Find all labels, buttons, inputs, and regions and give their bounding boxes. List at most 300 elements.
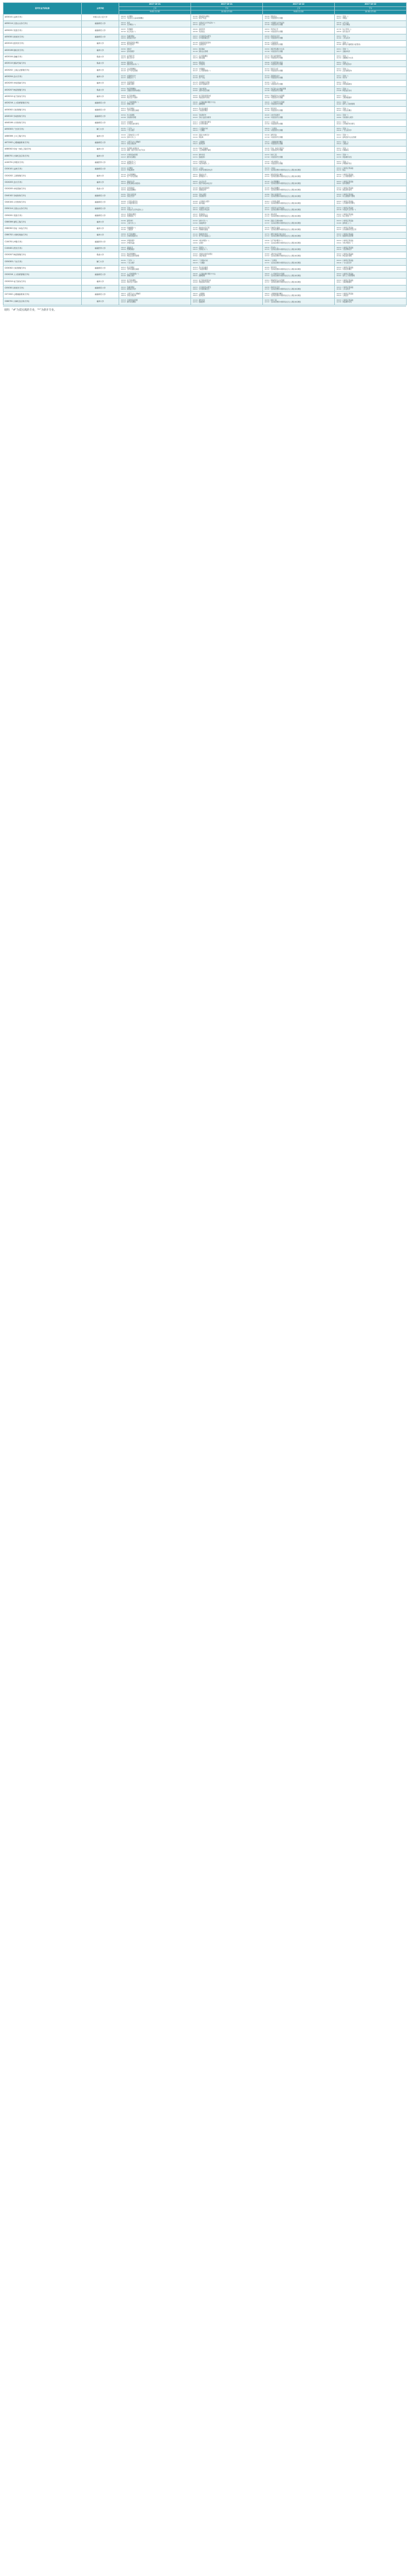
- exam-slot-cell: [263, 159, 335, 166]
- course-code: 03708: [265, 142, 270, 145]
- exam-slot-cell: [191, 100, 263, 106]
- course-code: 03708: [265, 50, 270, 53]
- school-cell: 福建师范大学: [82, 291, 119, 298]
- course-code: 00640: [337, 130, 342, 132]
- exam-slot-cell: [191, 87, 263, 93]
- course-code: 02326: [193, 154, 198, 156]
- exam-slot-cell: [263, 285, 335, 291]
- course-name: 互联网数据库: [342, 281, 352, 284]
- course-code: 00012: [337, 88, 342, 90]
- course-entry: [265, 77, 332, 79]
- course-code: 05361: [121, 88, 126, 90]
- course-code: 03708: [265, 103, 270, 105]
- course-entry: [265, 209, 332, 211]
- course-code: 00145: [121, 176, 126, 178]
- course-entry: [121, 209, 189, 211]
- course-name: 英语(一): [342, 68, 349, 71]
- major-cell: C050201 英语(专科): [4, 213, 82, 219]
- course-name: 操作系统概论: [127, 156, 136, 158]
- course-entry: [337, 229, 404, 231]
- exam-slot-cell: [191, 265, 263, 271]
- course-name: 财务管理学: [342, 182, 351, 185]
- course-name: 知识产权法: [199, 17, 207, 19]
- exam-slot-cell: [335, 120, 407, 126]
- exam-schedule-table: [3, 2, 407, 305]
- course-code: 05620: [193, 141, 198, 143]
- course-entry: [265, 24, 332, 26]
- school-cell: 福州大学: [82, 133, 119, 140]
- course-code: 00321: [337, 268, 342, 270]
- exam-slot-cell: [335, 41, 407, 47]
- major-cell: C080302 机电一体化(专科): [4, 225, 82, 232]
- course-name: 心理健康教育概论: [271, 293, 283, 295]
- course-name: 中国现代文学史: [199, 207, 210, 209]
- table-row: [4, 87, 407, 93]
- course-name: 概率论与数理统计(经管类): [342, 44, 361, 46]
- exam-slot-cell: [191, 166, 263, 172]
- course-name: 中国现代文学作品选: [271, 22, 285, 25]
- school-cell: 福建师范大学: [82, 193, 119, 199]
- course-code: 00600: [193, 29, 198, 31]
- course-entry: [337, 196, 404, 197]
- course-entry: [337, 149, 404, 151]
- course-name: 基础会计学: [127, 180, 135, 183]
- course-name: 软件工程: [271, 154, 277, 156]
- course-code: 02183: [121, 227, 126, 229]
- course-entry: [193, 61, 261, 66]
- course-code: 00142: [265, 42, 270, 44]
- table-row: [4, 225, 407, 232]
- exam-slot-cell: [263, 245, 335, 252]
- school-cell: 福州大学: [82, 74, 119, 80]
- course-entry: [265, 57, 332, 59]
- course-name: 语言学概论: [342, 24, 351, 26]
- course-code: 00150: [337, 57, 342, 59]
- course-name: 薪酬管理: [199, 103, 205, 105]
- course-code: 00058: [121, 187, 126, 189]
- course-name: 中国近现代史纲要: [271, 90, 283, 92]
- course-name: 传播学概论: [127, 35, 135, 37]
- exam-slot-cell: [335, 34, 407, 40]
- course-name: 毛泽东思想和中国特色社会主义理论体系概论: [271, 196, 301, 198]
- course-name: 毛泽东思想和中国特色社会主义理论体系概论: [271, 268, 301, 270]
- course-code: 00640: [337, 262, 342, 264]
- course-code: 02318: [121, 300, 126, 302]
- course-name: 物流信息管理: [342, 255, 352, 257]
- table-row: [4, 298, 407, 305]
- course-code: 05362: [121, 255, 126, 257]
- exam-slot-cell: [191, 80, 263, 86]
- course-code: 00040: [121, 15, 126, 18]
- course-code: 02333: [265, 154, 270, 156]
- course-entry: [121, 255, 189, 257]
- exam-slot-cell: [335, 285, 407, 291]
- course-name: 毛泽东思想和中国特色社会主义理论体系概论: [271, 176, 301, 178]
- course-name: 现代语言学: [342, 30, 351, 33]
- course-name: 电子商务概论: [127, 280, 136, 282]
- course-entry: [265, 262, 332, 264]
- course-name: 政府与事业单位会计: [199, 182, 213, 185]
- course-name: 护理教育导论: [342, 162, 352, 165]
- exam-slot-cell: [191, 54, 263, 60]
- course-code: 00900: [121, 281, 126, 284]
- course-entry: [265, 156, 332, 158]
- course-name: 高级财务会计: [271, 75, 280, 77]
- major-cell: A050201 英语(专科): [4, 27, 82, 34]
- course-name: 商品流通概论: [271, 187, 280, 189]
- exam-slot-cell: [191, 213, 263, 219]
- course-name: 小学科学教育: [199, 123, 208, 125]
- course-code: 02230: [193, 228, 198, 231]
- course-code: 00407: [121, 202, 126, 204]
- exam-slot-cell: [119, 133, 191, 140]
- course-name: 国际经济法概论: [199, 15, 210, 18]
- exam-slot-cell: [119, 239, 191, 245]
- course-code: 03179: [121, 161, 126, 163]
- course-name: 英语(一): [342, 75, 349, 77]
- course-code: 00076: [193, 57, 198, 59]
- exam-slot-cell: [263, 34, 335, 40]
- course-entry: [265, 301, 332, 303]
- course-name: 毛泽东思想和中国特色社会主义理论体系概论: [271, 248, 301, 250]
- course-name: 广告心理学: [127, 130, 135, 132]
- course-code: 00089: [121, 61, 126, 64]
- exam-slot-cell: [119, 193, 191, 199]
- course-entry: [265, 149, 332, 151]
- table-row: [4, 279, 407, 285]
- course-code: 00012: [337, 148, 342, 150]
- exam-slot-cell: [263, 186, 335, 192]
- course-name: 银行会计学: [127, 57, 135, 59]
- exam-slot-cell: [119, 14, 191, 20]
- exam-slot-cell: [191, 133, 263, 140]
- course-entry: [337, 163, 404, 165]
- course-code: 02446: [265, 134, 270, 137]
- course-entry: [265, 255, 332, 257]
- course-code: 00157: [121, 76, 126, 79]
- course-code: 00257: [337, 17, 342, 19]
- course-name: 药物化学(一): [199, 248, 208, 250]
- course-code: 00406: [121, 200, 126, 203]
- course-code: 02393: [193, 220, 198, 222]
- major-cell: A020204 会计(专科): [4, 74, 82, 80]
- course-name: 中国法制史: [127, 169, 135, 172]
- course-code: 00141: [193, 44, 198, 46]
- course-entry: [265, 246, 332, 250]
- course-code: 00900: [121, 96, 126, 99]
- course-code: 00908: [193, 96, 198, 99]
- course-name: 网络营销与策划: [199, 96, 210, 99]
- course-code: 00139: [121, 44, 126, 46]
- course-name: 新闻采访写作: [127, 37, 136, 39]
- table-row: [4, 193, 407, 199]
- course-name: 结构力学(二): [127, 136, 136, 138]
- course-name: 中国近现代史纲要: [271, 149, 283, 152]
- course-code: 00145: [121, 70, 126, 72]
- major-cell: C020203 会计(专科): [4, 179, 82, 186]
- course-entry: [265, 235, 332, 237]
- course-code: 00796: [265, 214, 270, 216]
- course-code: 03707: [265, 222, 270, 224]
- exam-slot-cell: [263, 133, 335, 140]
- course-code: 00096: [265, 61, 270, 64]
- course-entry: [121, 77, 189, 79]
- header-day-2-date: 2017-10-21: [191, 3, 263, 7]
- course-entry: [337, 90, 404, 92]
- course-code: 00658: [265, 35, 270, 37]
- course-code: 03708: [265, 76, 270, 79]
- course-code: 03708: [265, 30, 270, 33]
- course-entry: [337, 156, 404, 158]
- course-code: 00144: [121, 68, 126, 71]
- course-code: 00654: [121, 288, 126, 290]
- course-entry: [121, 70, 189, 72]
- course-entry: [265, 242, 332, 244]
- course-code: 00319: [193, 268, 198, 270]
- course-entry: [265, 123, 332, 125]
- course-name: 学前教育史: [199, 114, 207, 117]
- exam-slot-cell: [191, 120, 263, 126]
- course-entry: [121, 149, 189, 151]
- major-cell: A050301 新闻学(专科): [4, 34, 82, 40]
- course-name: 计算机组成原理: [127, 300, 138, 302]
- school-cell: 福州大学: [82, 67, 119, 74]
- course-code: 03707: [265, 301, 270, 304]
- course-name: 国际贸易: [127, 61, 133, 64]
- course-entry: [121, 156, 189, 158]
- exam-slot-cell: [263, 93, 335, 100]
- course-name: 比较教育: [127, 121, 133, 123]
- exam-slot-cell: [119, 232, 191, 239]
- course-entry: [121, 110, 189, 112]
- school-cell: 福建师范大学: [82, 27, 119, 34]
- course-entry: [121, 137, 189, 138]
- course-code: 00018: [337, 253, 342, 256]
- exam-slot-cell: [263, 166, 335, 172]
- exam-slot-cell: [191, 127, 263, 133]
- course-name: 政治学概论: [127, 266, 135, 269]
- course-entry: [121, 301, 189, 303]
- course-name: 采购与供应管理: [199, 90, 210, 92]
- course-code: 00321: [337, 110, 342, 112]
- course-name: 钢结构: [199, 136, 204, 138]
- table-row: [4, 14, 407, 20]
- course-name: 建筑材料: [127, 220, 133, 222]
- course-code: 03707: [265, 228, 270, 231]
- course-entry: [193, 51, 261, 53]
- course-code: 00538: [337, 209, 342, 211]
- header-day-4-period: 下午: [335, 6, 407, 11]
- exam-slot-cell: [335, 245, 407, 252]
- exam-slot-cell: [263, 199, 335, 206]
- course-entry: [265, 137, 332, 138]
- course-code: 00403: [193, 116, 198, 119]
- major-cell: A080701 计算机及应用(专科): [4, 153, 82, 159]
- course-code: 02333: [265, 300, 270, 302]
- course-entry: [193, 77, 261, 79]
- course-code: 02246: [337, 149, 342, 152]
- exam-slot-cell: [335, 159, 407, 166]
- major-cell: A020202 工商企业管理(专科): [4, 67, 82, 74]
- exam-slot-cell: [191, 159, 263, 166]
- course-code: 00059: [121, 189, 126, 192]
- header-day-1-date: 2017-10-21: [119, 3, 191, 7]
- course-name: 采购与供应管理: [271, 253, 282, 256]
- course-name: 英语(一): [342, 35, 349, 37]
- course-code: 05621: [193, 295, 198, 297]
- course-entry: [265, 44, 332, 46]
- course-name: 建筑设备: [271, 134, 277, 137]
- course-code: 05615: [121, 141, 126, 143]
- course-code: 03707: [265, 176, 270, 178]
- course-name: 药理学(一): [199, 246, 206, 249]
- school-cell: 福州大学: [82, 232, 119, 239]
- course-code: 00012: [337, 101, 342, 103]
- course-name: 外科护理学(一): [342, 242, 353, 244]
- course-name: 数控技术及应用: [199, 227, 210, 229]
- course-entry: [337, 301, 404, 303]
- school-cell: 集美大学: [82, 186, 119, 192]
- school-cell: 集美大学: [82, 87, 119, 93]
- course-name: 计量经济学: [271, 42, 279, 44]
- course-code: 00387: [337, 196, 342, 198]
- course-name: 团体咨询: [199, 142, 205, 145]
- course-entry: [193, 149, 261, 151]
- course-name: 自动控制系统及应用: [342, 228, 356, 231]
- course-code: 00320: [265, 108, 270, 110]
- course-entry: [193, 24, 261, 26]
- course-code: 02996: [121, 240, 126, 242]
- course-name: 基础化学: [127, 246, 133, 249]
- course-entry: [121, 242, 189, 244]
- course-entry: [193, 117, 261, 119]
- header-day-1-period: 上午: [119, 6, 191, 11]
- course-code: 00639: [265, 260, 270, 262]
- course-code: 00071: [193, 55, 198, 57]
- course-entry: [265, 295, 332, 297]
- course-name: 毛泽东思想和中国特色社会主义理论体系概论: [271, 242, 301, 244]
- course-name: 心理卫生与心理辅导: [127, 141, 141, 143]
- major-cell: C050301 新闻学(专科): [4, 285, 82, 291]
- course-name: 学校心理咨询: [127, 142, 136, 145]
- school-cell: 福建师范大学: [82, 206, 119, 212]
- course-code: 00185: [265, 187, 270, 189]
- course-entry: [337, 209, 404, 211]
- major-cell: C020207 物流管理(专科): [4, 252, 82, 259]
- table-row: [4, 259, 407, 265]
- school-cell: 福建医科大学: [82, 159, 119, 166]
- course-code: 00152: [265, 68, 270, 71]
- course-name: 英语翻译: [127, 29, 133, 31]
- course-code: 00012: [337, 161, 342, 163]
- course-name: 商务英语: [271, 214, 277, 216]
- course-code: 00018: [337, 220, 342, 222]
- course-code: 02899: [193, 242, 198, 244]
- header-day-4-date: 2017-10-22: [335, 3, 407, 7]
- course-code: 00040: [121, 167, 126, 169]
- course-name: 广告摄影: [199, 262, 205, 264]
- course-name: 混凝土及砌体结构: [271, 220, 283, 222]
- course-code: 00409: [193, 202, 198, 204]
- course-name: 小学语文教学研究: [127, 123, 140, 125]
- course-code: 00043: [121, 182, 126, 185]
- exam-slot-cell: [119, 206, 191, 212]
- course-code: 00090: [121, 64, 126, 66]
- school-cell: 福建师范大学: [82, 271, 119, 278]
- footnote: 说明：“#”为需实践的专业，“*”为新开专业。: [3, 306, 406, 315]
- course-code: 03707: [265, 288, 270, 290]
- course-name: 英语写作基础: [199, 215, 208, 218]
- course-name: 计算机应用基础: [342, 180, 353, 183]
- course-name: 法学概论: [127, 15, 133, 18]
- exam-slot-cell: [191, 67, 263, 74]
- course-name: 计算机应用基础: [342, 167, 353, 169]
- course-code: 03708: [265, 116, 270, 119]
- course-code: 00065: [265, 174, 270, 176]
- course-name: 现代汉语: [199, 24, 205, 26]
- course-name: 学前儿童家庭教育: [199, 116, 212, 119]
- course-code: 02318: [121, 154, 126, 156]
- course-entry: [121, 37, 189, 39]
- course-code: 00077: [337, 50, 342, 53]
- exam-schedule-sheet: [3, 0, 406, 315]
- table-row: [4, 206, 407, 212]
- exam-slot-cell: [191, 291, 263, 298]
- course-name: 工业用微型计算机: [199, 149, 212, 152]
- school-cell: 集美大学: [82, 54, 119, 60]
- course-code: 00067: [337, 182, 342, 185]
- course-name: 广告学(一): [127, 128, 134, 130]
- course-entry: [337, 57, 404, 59]
- course-code: 00182: [337, 37, 342, 39]
- exam-slot-cell: [335, 298, 407, 305]
- exam-slot-cell: [119, 186, 191, 192]
- course-name: 国民经济统计概论: [127, 42, 140, 44]
- course-name: 中国税制: [199, 68, 205, 71]
- course-code: 03708: [265, 90, 270, 92]
- course-entry: [121, 266, 189, 270]
- course-name: 小学教育心理学: [199, 200, 210, 203]
- table-row: [4, 199, 407, 206]
- exam-slot-cell: [263, 100, 335, 106]
- course-entry: [193, 209, 261, 211]
- exam-slot-cell: [335, 265, 407, 271]
- course-name: 建筑施工(一): [342, 222, 352, 224]
- course-code: 00405: [121, 121, 126, 123]
- course-name: 环境与资源保护法学: [199, 169, 213, 172]
- course-name: 机械制造基础: [199, 228, 208, 231]
- course-code: 00636: [121, 262, 126, 264]
- course-name: 当代中国政治制度: [127, 110, 140, 112]
- course-name: 学校心理咨询: [127, 295, 136, 297]
- course-name: 中外新闻作品研究: [199, 35, 212, 37]
- course-name: 人员素质测评理论与方法: [199, 273, 216, 275]
- course-code: 00055: [193, 180, 198, 183]
- course-code: 00066: [121, 55, 126, 57]
- course-name: 企业管理咨询: [342, 70, 352, 72]
- course-name: 英语国家概况: [127, 214, 136, 216]
- course-name: 人员素质测评理论与方法: [199, 101, 216, 103]
- course-code: 00181: [121, 260, 126, 262]
- course-code: 00384: [193, 194, 198, 196]
- course-name: 电子技术基础(三): [199, 235, 211, 238]
- course-name: 心理卫生与心理辅导: [127, 293, 141, 295]
- course-entry: [193, 266, 261, 270]
- course-entry: [121, 262, 189, 264]
- course-code: 00896: [121, 95, 126, 97]
- table-row: [4, 41, 407, 47]
- exam-slot-cell: [263, 60, 335, 67]
